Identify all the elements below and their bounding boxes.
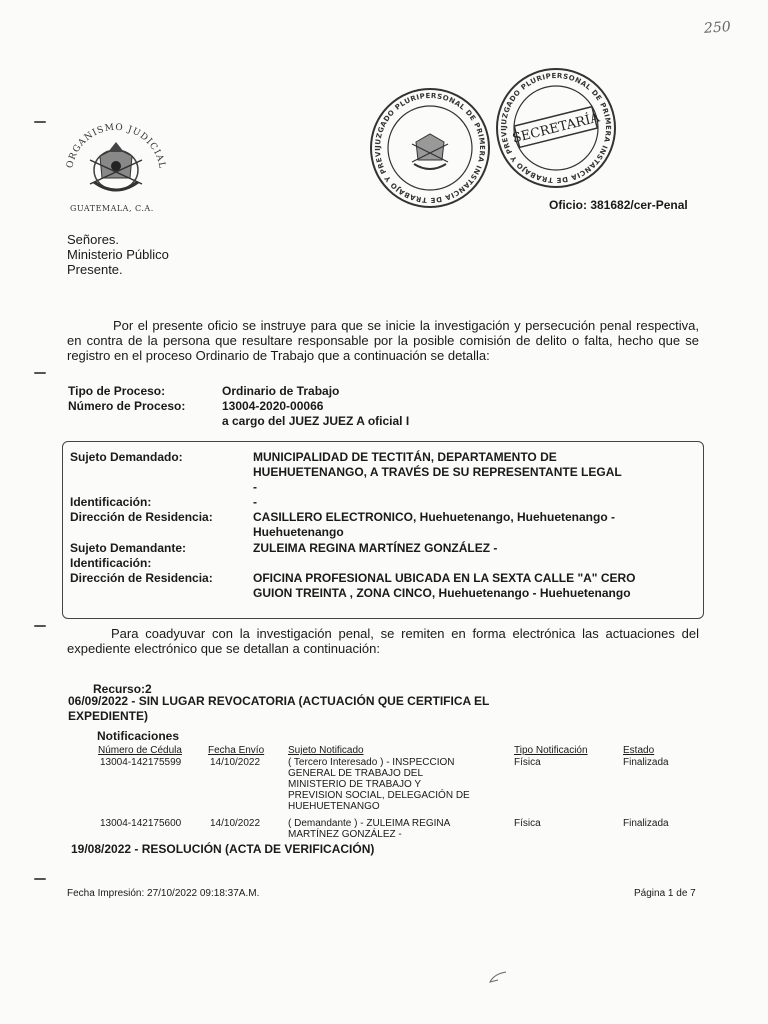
resolucion-title: 19/08/2022 - RESOLUCIÓN (ACTA DE VERIFICACIÓN) [71, 842, 375, 856]
fecha-impresion: Fecha Impresión: 27/10/2022 09:18:37A.M. [67, 888, 260, 899]
identificacion-label: Identificación: [70, 556, 152, 570]
svg-text:JUZGADO PLURIPERSONAL DE PRIME: JUZGADO PLURIPERSONAL DE PRIMERA INSTANCIA DE TRABAJO Y PREVI [373, 91, 487, 205]
column-header: Sujeto Notificado [288, 745, 364, 756]
court-seal [368, 86, 492, 210]
page-number: Página 1 de 7 [634, 888, 696, 899]
cedula-cell: 13004-142175600 [100, 818, 182, 829]
identificacion-label: Identificación: [70, 495, 152, 509]
margin-mark [34, 372, 46, 374]
recipient-line: Ministerio Público [67, 247, 169, 262]
direccion-label: Dirección de Residencia: [70, 571, 213, 585]
estado-cell: Finalizada [623, 757, 669, 768]
svg-text:JUZGADO PLURIPERSONAL DE PRIME: JUZGADO PLURIPERSONAL DE PRIMERA INSTANCIA DE TRABAJO Y PREVI [499, 71, 613, 185]
numero-proceso-label: Número de Proceso: [68, 399, 186, 413]
tipo-cell: Física [514, 818, 541, 829]
secretaria-seal [494, 66, 618, 190]
numero-proceso-value: 13004-2020-00066 [222, 399, 324, 413]
direccion-value: CASILLERO ELECTRONICO, Huehuetenango, Huehuetenango - Huehuetenango [253, 510, 616, 539]
svg-text:ORGANISMO JUDICIAL: ORGANISMO JUDICIAL [65, 122, 167, 170]
tipo-cell: Física [514, 757, 541, 768]
demandante-label: Sujeto Demandante: [70, 541, 187, 555]
sujeto-cell: ( Demandante ) - ZULEIMA REGINA MARTÍNEZ GONZÁLEZ - [288, 818, 450, 840]
pen-mark [484, 968, 514, 988]
cargo-juez: a cargo del JUEZ JUEZ A oficial I [222, 414, 410, 428]
fecha-cell: 14/10/2022 [210, 757, 261, 768]
identificacion-value: - [253, 495, 257, 509]
oficio-number: Oficio: 381682/cer-Penal [549, 198, 688, 212]
column-header: Estado [623, 745, 655, 756]
direccion-label: Dirección de Residencia: [70, 510, 213, 524]
recipient-line: Señores. [67, 232, 120, 247]
direccion-value: OFICINA PROFESIONAL UBICADA EN LA SEXTA CALLE "A" CERO GUION TREINTA , ZONA CINCO, Huehuetenango - Huehuetenango [253, 571, 636, 600]
handwritten-page-number: 250 [703, 19, 732, 37]
cedula-cell: 13004-142175599 [100, 757, 182, 768]
column-header: Fecha Envío [208, 745, 265, 756]
recipient-line: Presente. [67, 262, 123, 277]
svg-text:SECRETARÍA: SECRETARÍA [510, 110, 602, 147]
estado-cell: Finalizada [623, 818, 669, 829]
demandante-value: ZULEIMA REGINA MARTÍNEZ GONZÁLEZ - [253, 541, 498, 555]
column-header: Tipo Notificación [514, 745, 588, 756]
actuacion-title: 06/09/2022 - SIN LUGAR REVOCATORIA (ACTUACIÓN QUE CERTIFICA EL EXPEDIENTE) [68, 694, 490, 723]
coadyuvar-paragraph: Para coadyuvar con la investigación penal, se remiten en forma electrónica las actuaciones del expediente electrónico que se detallan a continuación: [67, 626, 699, 656]
margin-mark [34, 121, 46, 123]
tipo-proceso-value: Ordinario de Trabajo [222, 384, 340, 398]
sujeto-cell: ( Tercero Interesado ) - INSPECCION GENERAL DE TRABAJO DEL MINISTERIO DE TRABAJO Y PREVISION SOCIAL, DELEGACIÓN DE HUEHUETENANGO [288, 757, 470, 812]
margin-mark [34, 625, 46, 627]
margin-mark [34, 878, 46, 880]
recurso-label: Recurso:2 [93, 682, 152, 696]
organismo-location: GUATEMALA, C.A. [70, 204, 154, 213]
demandado-label: Sujeto Demandado: [70, 450, 183, 464]
tipo-proceso-label: Tipo de Proceso: [68, 384, 166, 398]
demandado-value: MUNICIPALIDAD DE TECTITÁN, DEPARTAMENTO DE HUEHUETENANGO, A TRAVÉS DE SU REPRESENTANTE LEGAL - [253, 450, 622, 494]
column-header: Número de Cédula [98, 745, 182, 756]
intro-paragraph: Por el presente oficio se instruye para que se inicie la investigación y persecución penal respectiva, en contra de la persona que resultare responsable por la posible comisión de delito o falta, hecho que se registro en el proceso Ordinario de Trabajo que a continuación se detalla: [67, 318, 699, 363]
fecha-cell: 14/10/2022 [210, 818, 261, 829]
notificaciones-title: Notificaciones [97, 729, 180, 743]
organismo-judicial-logo [60, 112, 172, 220]
